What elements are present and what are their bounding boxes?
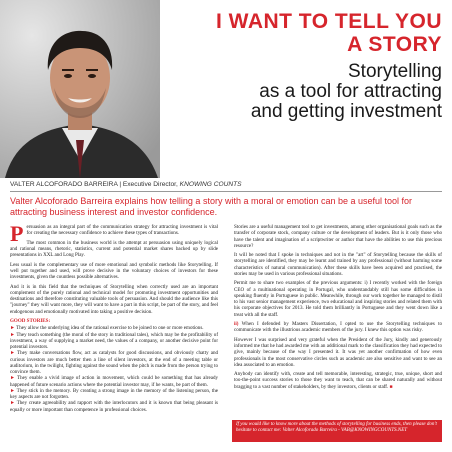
end-mark-icon: ■: [389, 384, 393, 390]
bullet-arrow-icon: ►: [10, 325, 15, 332]
author-organisation: KNOWING COUNTS: [179, 181, 242, 188]
title-line-1: I WANT TO TELL YOU: [215, 10, 442, 33]
bullet-arrow-icon: ►: [10, 350, 15, 357]
paragraph: It will be noted that I spoke in techniques and not in the "art" of Storytelling because the skills of storytelling are identified, they may be learnt and trained by any professional (without harming some characteristics of natural communication). After these skills have been acquired and practised, the stories may be used in various professional situations.: [234, 252, 442, 277]
paragraph: Anybody can identify with, create and tell memorable, interesting, strategic, true, unique, short and too-the-point success stories to those they want to teach, that can be shared naturally and without bragging to a vast number of stakeholders, by they investors, clients or staff. ■: [234, 371, 442, 390]
bullet-item: ► They create agreeability and rapport with the interlocutors and it is known that being pleasant is equally or more important than competence in professional choices.: [10, 400, 219, 413]
paragraph: Permit me to share two examples of the previous arguments: i) I recently worked with the foreign CEO of a multinational operating in Portugal, who understandably still has some difficulties in speaking fluently in Portuguese in public. Meanwhile, through our work together he managed to distil to his vast senior management experience, two educational and inspiring stories and related them with his corporate objectives for 2013. He told them brilliantly in Portuguese and they went down like a treat with all the staff.: [234, 280, 442, 318]
paragraph: And it is in this field that the techniques of Storytelling when correctly used are an important complement of the purely rational and technical model for promoting investment opportunities and destinations and therefore constituting valuable tools of persuasion. And should the audience like this "journey" they will want more, they will want to have a part in this script, be part of the story, and feel endogenous and emotionally motivated into taking a positive decision.: [10, 283, 218, 315]
contact-info-box: If you would like to know more about the methods of storytelling for business ends, then please don't hesitate to contact me: Valter Alcoforado Barreira - VAB@KNOWINGCOUNTS.NET: [232, 420, 442, 442]
right-column: [234, 224, 442, 394]
paragraph: The most common in the business world is the attempt at persuasion using uniquely logical and rational means, rhetoric, statistics, current and potential market shares backed up by slide presentations in XXL and Long Play.: [10, 239, 218, 259]
bullet-arrow-icon: ►: [10, 387, 15, 394]
section-heading-good-stories: GOOD STORIES:: [10, 318, 51, 324]
paragraph: ii) When I defended by Masters Dissertation, I opted to use the Storytelling techniques to communicate with the illustrious academic members of the jury. I knew this option was risky.: [234, 321, 442, 334]
title-line-2: A STORY: [347, 33, 442, 56]
subtitle-line-2: as a tool for attracting: [259, 81, 442, 102]
paragraph-intro: Persuasion as an integral part of the communication strategy for attracting investment is vital for creating the necessary confidence to achieve these types of transactions.: [10, 221, 218, 246]
drop-cap: P: [10, 221, 24, 246]
bullet-item: ► They stick in the memory. By creating a strong image in the memory of the listening person, the key aspects are not forgotten.: [10, 387, 218, 400]
author-name: VALTER ALCOFORADO BARREIRA: [10, 181, 118, 188]
paragraph: However I was surprised and very grateful when the President of the Jury, kindly and generously informed me that he had awarded me with an additional mark to the classification they had expected to give, mainly because of the way I presented it. It was yet another confirmation of how even professionals in the most conservative circles such as academic are also sensitive and want to see an idea associated to an emotion.: [234, 336, 442, 368]
example-number: ii): [234, 321, 239, 328]
paragraph: Less usual is the complementary use of more emotional and symbolic methods like Storytelling. If well put together and used, will prove decisive in the voluntary choices of investors for these investments, given the countless possible alternatives.: [10, 261, 218, 281]
bullet-arrow-icon: ►: [10, 375, 15, 382]
author-byline: [10, 181, 442, 192]
paragraph: Stories are a useful management tool to get investments, among other organisational goals such as the transfer of corporate stock, company culture or the development of leaders. But is it only those who have the talent and imagination of a scriptwriter or author that have the abilities to use this precious resource?: [234, 224, 442, 249]
author-role: | Executive Director,: [117, 181, 180, 188]
bullet-arrow-icon: ►: [10, 400, 15, 407]
article-title: [216, 10, 442, 56]
bullet-item: ► They make conversations flow, act as catalysts for good discussions, and obviously chatty and curious investors are much better then a line of silent investors, at the end of a meeting table or auditorium, in the twilight, fighting against the sound when the pitch is made from the person trying to convince them.: [10, 350, 219, 375]
left-column: [10, 221, 219, 413]
author-portrait-photo: [0, 0, 160, 178]
bullet-item: ► They allow the underlying idea of the rational exercise to be joined to one or more emotions.: [10, 325, 204, 332]
bullet-item: ► They enable a vivid image of action in movement, which could be something that has already happened of future scenario actions where the potential investor may, if he wants, be part of them.: [10, 375, 219, 388]
bullet-item: ► They teach something (the moral of the story in traditional tales), which may be the profitability of investment, a way of supplying a market need, the values of a company, or another decisive point for potential investors.: [10, 331, 218, 350]
bullet-arrow-icon: ►: [10, 331, 15, 338]
article-subtitle: [192, 62, 442, 122]
subtitle-line-1: Storytelling: [348, 61, 442, 82]
lead-paragraph: Valter Alcoforado Barreira explains how telling a story with a moral or emotion can be a useful tool for attracting business interest and investor confidence.: [10, 196, 413, 217]
subtitle-line-3: and getting investment: [250, 101, 442, 122]
